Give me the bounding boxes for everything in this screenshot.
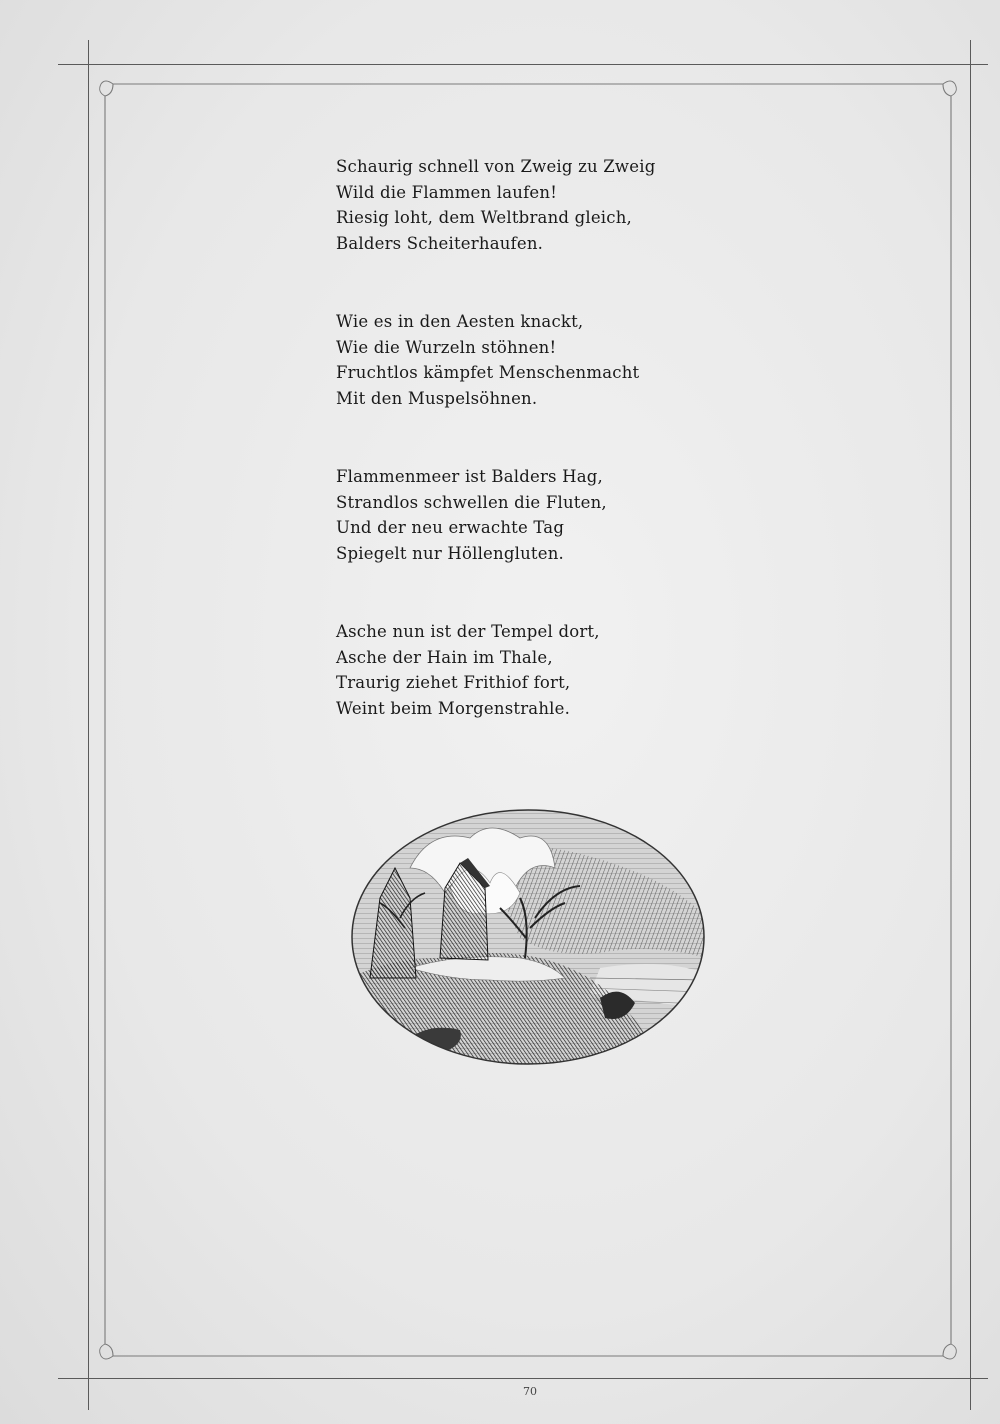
poem-line: Wie die Wurzeln stöhnen! (336, 337, 557, 357)
frame-rule-top (58, 64, 988, 65)
poem-line: Mit den Muspelsöhnen. (336, 388, 538, 408)
burning-temple-engraving (350, 808, 706, 1066)
poem-line: Traurig ziehet Frithiof fort, (336, 673, 571, 692)
poem-line: Riesig loht, dem Weltbrand gleich, (336, 208, 632, 227)
frame-rule-bottom (58, 1378, 988, 1379)
stanza-2 (336, 309, 666, 411)
poem-line: Wie es in den Aesten knackt, (336, 312, 584, 331)
poem-line: Flammenmeer ist Balders Hag, (336, 467, 603, 486)
poem-line: Schaurig schnell von Zweig zu Zweig (336, 157, 656, 176)
poem (336, 154, 666, 774)
poem-line: Fruchtlos kämpfet Menschenmacht (336, 363, 640, 382)
page-number: 70 (523, 1385, 537, 1398)
poem-line: Und der neu erwachte Tag (336, 518, 565, 537)
stanza-3 (336, 464, 666, 566)
stanza-4 (336, 619, 666, 721)
stanza-1 (336, 154, 666, 256)
poem-line: Balders Scheiterhaufen. (336, 233, 544, 253)
poem-line: Asche der Hain im Thale, (336, 647, 553, 667)
poem-line: Asche nun ist der Tempel dort, (336, 622, 600, 641)
frame-rule-left (88, 40, 89, 1410)
poem-line: Wild die Flammen laufen! (336, 182, 558, 202)
poem-line: Spiegelt nur Höllengluten. (336, 543, 564, 563)
poem-line: Weint beim Morgenstrahle. (336, 698, 571, 718)
frame-rule-right (970, 40, 971, 1410)
poem-line: Strandlos schwellen die Fluten, (336, 492, 607, 512)
